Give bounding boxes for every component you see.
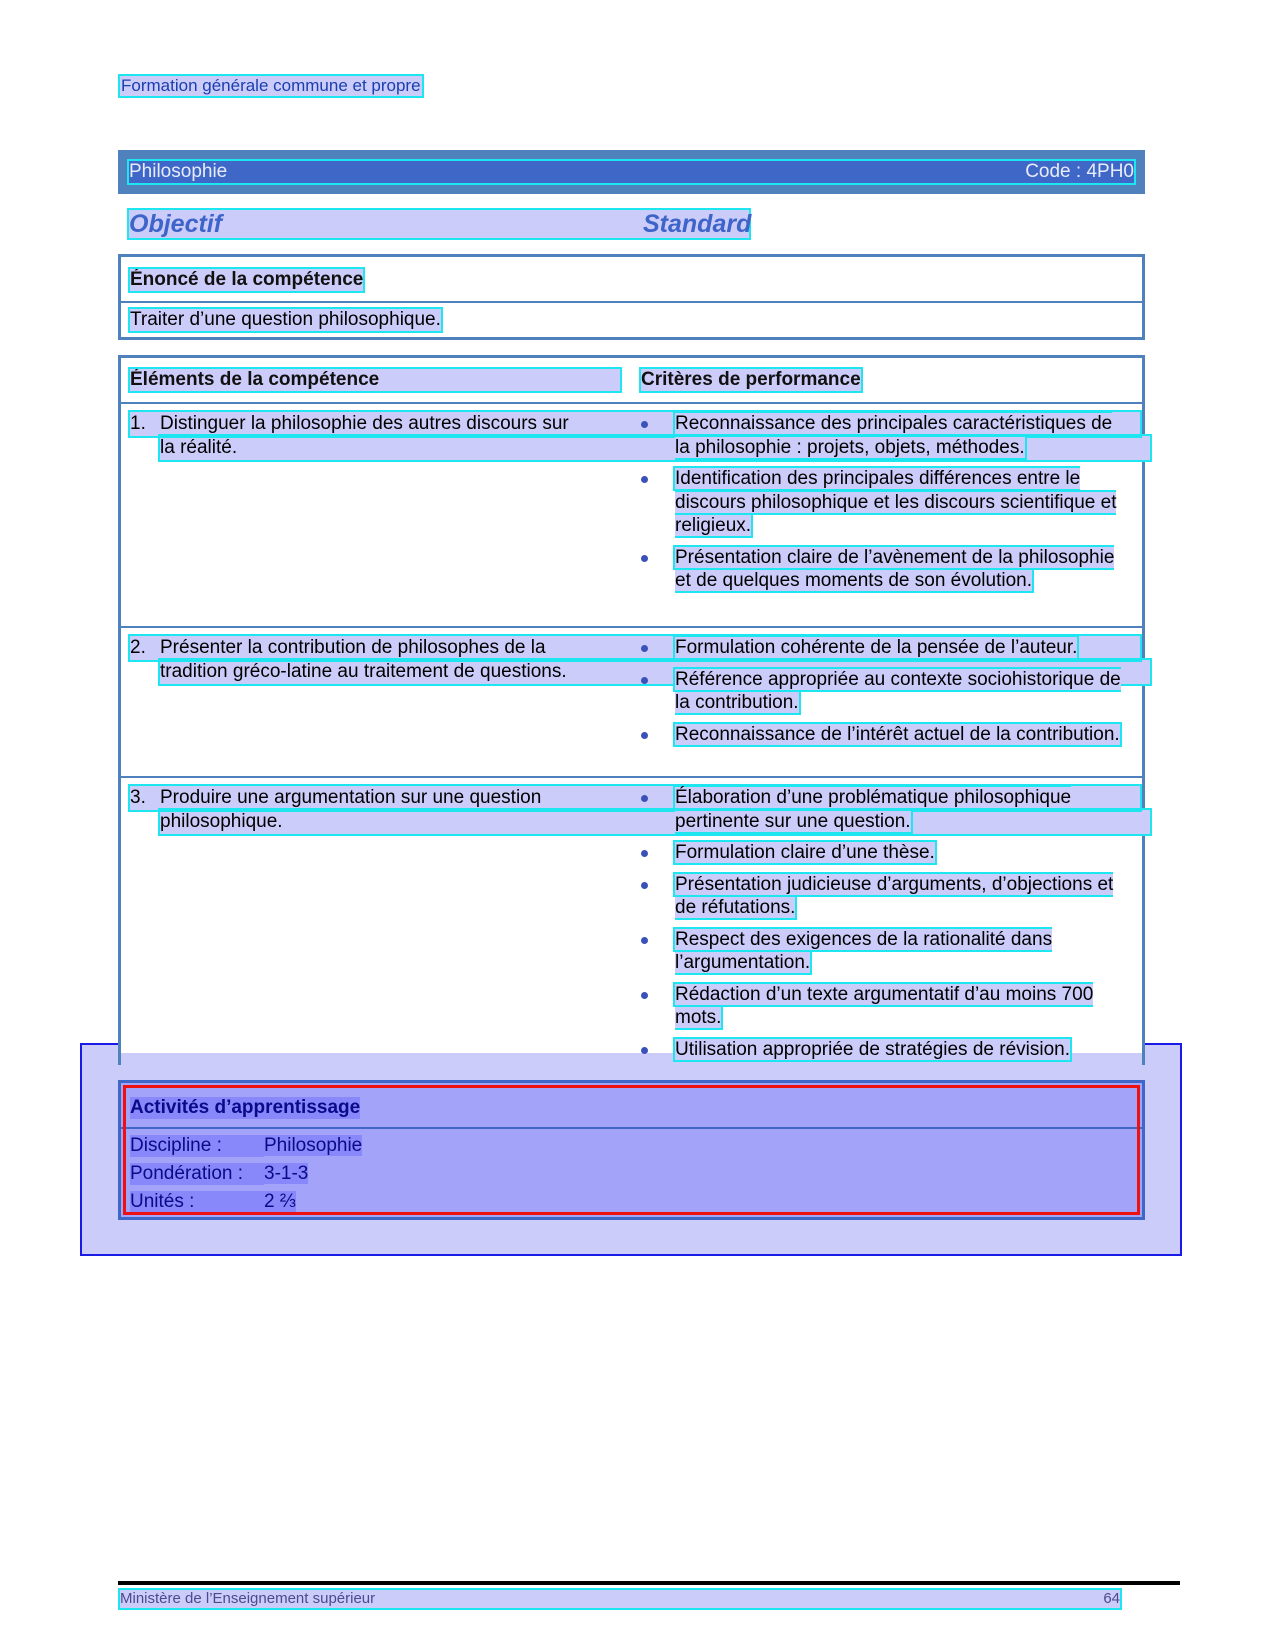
list-item: Formulation claire d’une thèse. xyxy=(641,841,1131,865)
course-title-bar xyxy=(118,150,1145,194)
enonce-body xyxy=(121,303,1142,339)
list-item: Présentation judicieuse d’arguments, d’objections et de réfutations. xyxy=(641,873,1131,920)
objective-standard-row xyxy=(129,210,752,238)
activities-heading: Activités d’apprentissage xyxy=(130,1097,361,1118)
col-criteria-heading: Critères de performance xyxy=(641,369,861,390)
footer-rule xyxy=(118,1581,1180,1585)
bullet-icon xyxy=(641,937,648,944)
element-line1: Produire une argumentation sur une question xyxy=(160,787,542,808)
list-item: Référence appropriée au contexte sociohistorique de la contribution. xyxy=(641,668,1131,715)
bullet-icon xyxy=(641,882,648,889)
course-code: Code : 4PH0 xyxy=(1025,161,1134,182)
col-elements-heading: Éléments de la compétence xyxy=(130,369,620,391)
activities-box xyxy=(118,1080,1145,1220)
header-note: Formation générale commune et propre xyxy=(121,76,421,95)
criteria-list-2 xyxy=(641,636,1131,754)
list-item: Utilisation appropriée de stratégies de révision. xyxy=(641,1038,1131,1062)
element-line2: tradition gréco-latine au traitement de questions. xyxy=(160,660,1150,684)
list-item: Respect des exigences de la rationalité dans l’argumentation. xyxy=(641,928,1131,975)
field-label: Discipline : xyxy=(130,1135,264,1157)
field-label: Unités : xyxy=(130,1191,264,1213)
element-number: 1. xyxy=(130,413,146,434)
element-number: 2. xyxy=(130,637,146,658)
enonce-table xyxy=(118,254,1145,340)
bullet-icon xyxy=(641,1047,648,1054)
list-item: Rédaction d’un texte argumentatif d’au moins 700 mots. xyxy=(641,983,1131,1030)
bullet-icon xyxy=(641,421,648,428)
bullet-icon xyxy=(641,645,648,652)
table-row xyxy=(121,628,1142,778)
list-item: Identification des principales différences entre le discours philosophique et les discours scientifique et religieux. xyxy=(641,467,1131,538)
bullet-icon xyxy=(641,732,648,739)
criteria-list-1 xyxy=(641,412,1131,601)
element-line1: Présenter la contribution de philosophes de la xyxy=(160,637,546,658)
list-item: Présentation claire de l’avènement de la philosophie et de quelques moments de son évolution. xyxy=(641,546,1131,593)
enonce-header xyxy=(121,257,1142,303)
objective-label: Objectif xyxy=(129,210,223,238)
bullet-icon xyxy=(641,476,648,483)
field-value: 2 ⅔ xyxy=(264,1191,296,1212)
standard-label: Standard xyxy=(643,210,752,238)
elements-table xyxy=(118,355,1145,1065)
field-label: Pondération : xyxy=(130,1163,264,1185)
element-line1: Distinguer la philosophie des autres discours sur xyxy=(160,413,569,434)
enonce-text: Traiter d’une question philosophique. xyxy=(130,309,441,330)
bullet-icon xyxy=(641,555,648,562)
footer-ministry: Ministère de l’Enseignement supérieur xyxy=(120,1590,376,1607)
element-line2: philosophique. xyxy=(160,810,1150,834)
list-item: Reconnaissance des principales caractéristiques de la philosophie : projets, objets, méthodes. xyxy=(641,412,1131,459)
elements-header xyxy=(121,358,1142,404)
list-item: Reconnaissance de l’intérêt actuel de la contribution. xyxy=(641,723,1131,747)
course-subject: Philosophie xyxy=(129,161,228,182)
page-number: 64 xyxy=(1103,1590,1120,1607)
bullet-icon xyxy=(641,677,648,684)
table-row xyxy=(121,778,1142,1068)
criteria-list-3 xyxy=(641,786,1131,1069)
course-title-inner xyxy=(129,161,1134,183)
element-line2: la réalité. xyxy=(160,436,1150,460)
element-number: 3. xyxy=(130,787,146,808)
bullet-icon xyxy=(641,850,648,857)
bullet-icon xyxy=(641,795,648,802)
annotation-red-box xyxy=(123,1085,1140,1215)
enonce-heading: Énoncé de la compétence xyxy=(130,269,364,290)
footer xyxy=(120,1590,1120,1608)
field-value: 3-1-3 xyxy=(264,1163,309,1184)
field-value: Philosophie xyxy=(264,1135,363,1156)
list-item: Élaboration d’une problématique philosophique pertinente sur une question. xyxy=(641,786,1131,833)
list-item: Formulation cohérente de la pensée de l’auteur. xyxy=(641,636,1131,660)
bullet-icon xyxy=(641,992,648,999)
table-row xyxy=(121,404,1142,628)
